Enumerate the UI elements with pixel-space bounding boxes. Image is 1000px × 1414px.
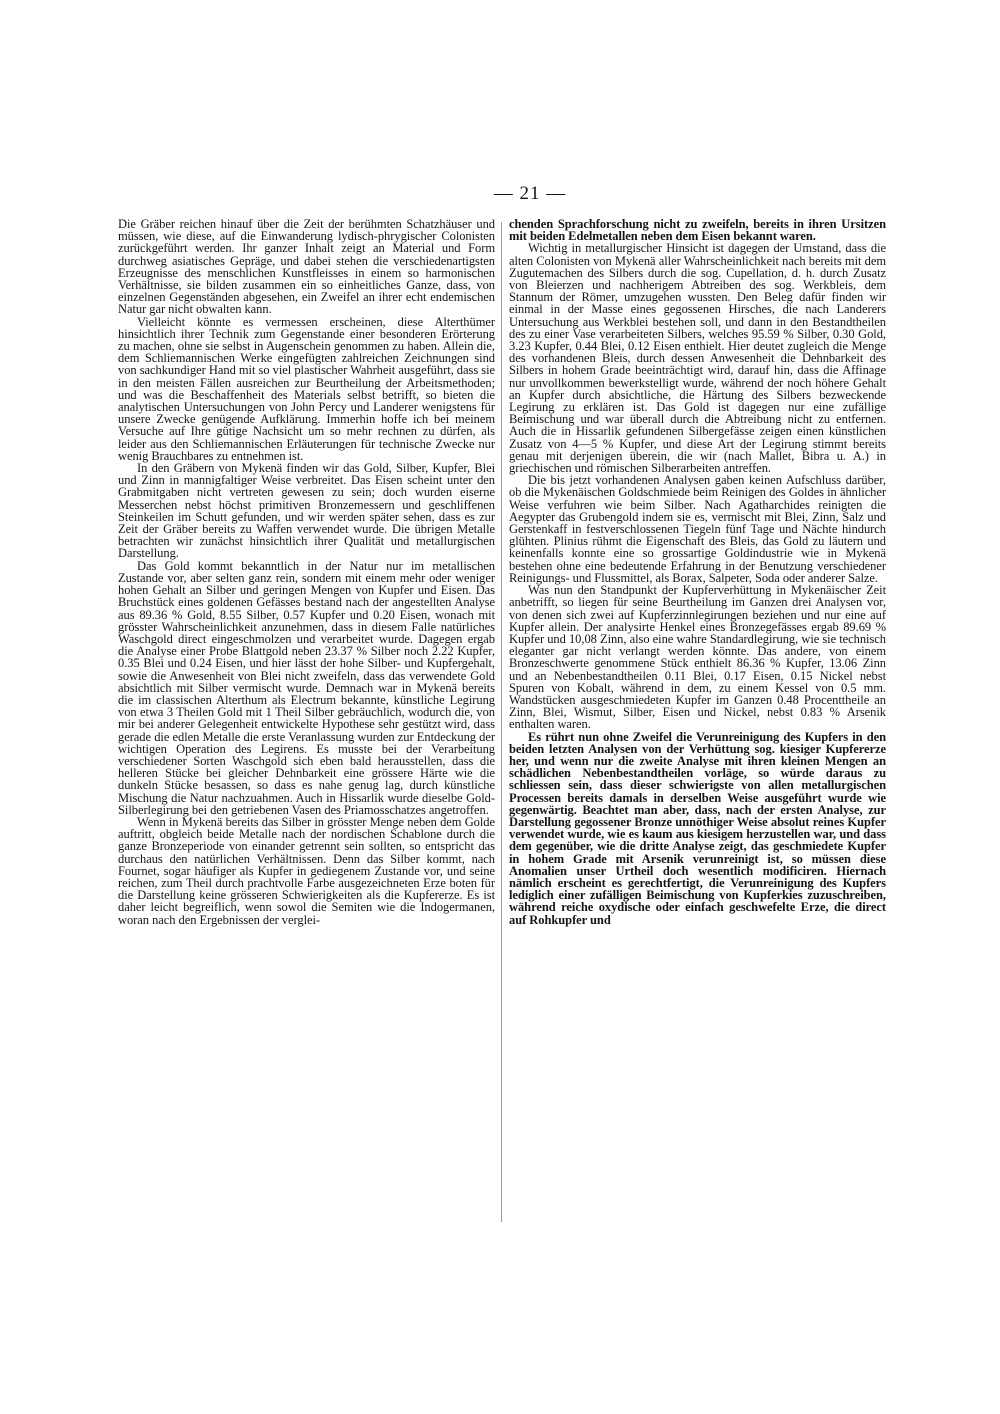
paragraph: In den Gräbern von Mykenä finden wir das Gold, Silber, Kupfer, Blei und Zinn in mannigfaltiger Weise verbreitet. Das Eisen scheint unter den Grabmitgaben nicht vertreten gewesen zu sein; doch wurden eiserne Messerchen nebst höchst primitiven Bronzemessern und geschliffenen Steinkeilen im Schutt gefunden, und wir werden später sehen, dass es zur Zeit der Gräber bereits zu Waffen verwendet wurde. Die übrigen Metalle betrachten wir zunächst hinsichtlich ihrer Qualität und metallurgischen Darstellung.: [118, 461, 495, 561]
paragraph: Die bis jetzt vorhandenen Analysen gaben keinen Aufschluss darüber, ob die Mykenäischen Goldschmiede beim Reinigen des Goldes in ähnlicher Weise verfuhren wie beim Silber. Nach Agatharchides reinigten die Aegypter das Grubengold indem sie es, vermischt mit Blei, Zinn, Salz und Gerstenkaff in festverschlossenen Tiegeln fünf Tage und Nächte hindurch glühten. Plinius rühmt die Eigenschaft des Bleis, das Gold zu läutern und keinenfalls konnte eine so grossartige Goldindustrie wie in Mykenä bestehen ohne eine bedeutende Erfahrung in der Benutzung verschiedener Reinigungs- und Flussmittel, als Borax, Salpeter, Soda oder anderer Salze.: [509, 473, 886, 585]
paragraph: Was nun den Standpunkt der Kupferverhüttung in Mykenäischer Zeit anbetrifft, so liegen für seine Beurtheilung im Ganzen drei Analysen vor, von denen sich zwei auf Kupferzinnlegirungen beziehen und nur eine auf Kupfer allein. Der analysirte Henkel eines Bronzegefässes ergab 89.69 % Kupfer und 10,08 Zinn, also eine wahre Standardlegirung, wie sie technisch eleganter gar nicht verlangt werden könnte. Das andere, von einem Bronzeschwerte genommene Stück enthielt 86.36 % Kupfer, 13.06 Zinn und an Nebenbestandtheilen 0.11 Blei, 0.17 Eisen, 0.15 Nickel nebst Spuren von Kobalt, während in dem, zu einem Kessel von 0.5 mm. Wandstücken ausgeschmiedeten Kupfer im Ganzen 0.48 Procenttheile an Zinn, Blei, Wismut, Silber, Eisen und Nickel, nebst 0.83 % Arsenik enthalten waren.: [509, 583, 886, 732]
page-number: — 21 —: [493, 183, 567, 204]
paragraph: Die Gräber reichen hinauf über die Zeit der berühmten Schatzhäuser und müssen, wie diese, auf die Einwanderung lydisch-phrygischer Colonisten zurückgeführt werden. Ihr ganzer Inhalt zeigt an Material und Form durchweg asiatisches Gepräge, und dabei stehen die verschiedenartigsten Erzeugnisse des menschlichen Kunstfleisses in einem so harmonischen Verhältnisse, sie bilden zusammen ein so einheitliches Ganze, dass, von einzelnen Gegenständen abgesehen, ein Zweifel an ihrer echt endemischen Natur gar nicht obwalten kann.: [118, 218, 495, 317]
paragraph: Wichtig in metallurgischer Hinsicht ist dagegen der Umstand, dass die alten Colonisten von Mykenä aller Wahrscheinlichkeit nach bereits mit dem Zugutemachen des Silbers durch die sog. Cupellation, d. h. durch Zusatz von Bleierzen und nachherigem Abtreiben des sog. Werkbleis, dem Stannum der Römer, umzugehen wussten. Den Beleg dafür finden wir einmal in der Masse eines gegossenen Hirsches, die nach Landerers Untersuchung aus Werkblei bestehen soll, und dann in den Bestandtheilen des zu einer Vase verarbeiteten Silbers, welches 95.59 % Silber, 0.30 Gold, 3.23 Kupfer, 0.44 Blei, 0.12 Eisen enthielt. Hier deutet zugleich die Menge des vorhandenen Bleis, durch dessen Anwesenheit die Dehnbarkeit des Silbers in hohem Grade beeinträchtigt wird, darauf hin, dass die Affinage nur unvollkommen bewerkstelligt wurde, während der noch höhere Gehalt an Kupfer durch absichtliche, die Härtung des Silbers bezweckende Legirung zu erklären ist. Das Gold ist dagegen nur eine zufällige Beimischung und war überall durch die Abtreibung nicht zu entfernen. Auch die in Hissarlik gefundenen Silbergefässe zeigen einen künstlichen Zusatz von 4—5 % Kupfer, und diese Art der Legirung stimmt bereits genau mit derjenigen überein, die wir (nach Mallet, Bibra u. A.) in griechischen und römischen Silberarbeiten antreffen.: [509, 241, 886, 476]
column-divider: [501, 222, 502, 1222]
paragraph: Vielleicht könnte es vermessen erscheinen, diese Alterthümer hinsichtlich ihrer Technik zum Gegenstande einer besonderen Erörterung zu machen, ohne sie selbst in Augenschein genommen zu haben. Allein die, dem Schliemannischen Werke eingefügten zahlreichen Zeichnungen sind von sachkundiger Hand mit so viel plastischer Wahrheit ausgeführt, dass sie in den meisten Fällen ausreichen zur Beurtheilung der Arbeitsmethoden; und was die Beschaffenheit des Materials selbst betrifft, so bieten die analytischen Untersuchungen von John Percy und Landerer wenigstens für unsere Zwecke genügende Aufklärung. Immerhin hoffe ich bei meinem Versuche auf Ihre gütige Nachsicht um so mehr rechnen zu dürfen, als leider aus den Schliemannischen Erläuterungen für technische Zwecke nur wenig Brauchbares zu entnehmen ist.: [118, 314, 495, 463]
left-column: [118, 218, 495, 1248]
paragraph: chenden Sprachforschung nicht zu zweifeln, bereits in ihren Ursitzen mit beiden Edelmetallen neben dem Eisen bekannt waren.: [509, 218, 886, 244]
paragraph: Das Gold kommt bekanntlich in der Natur nur im metallischen Zustande vor, aber selten ganz rein, sondern mit einem mehr oder weniger hohen Gehalt an Silber und geringen Mengen von Kupfer und Eisen. Das Bruchstück eines goldenen Gefässes bestand nach der angestellten Analyse aus 89.36 % Gold, 8.55 Silber, 0.57 Kupfer und 0.20 Eisen, wonach mit grösster Wahrscheinlichkeit anzunehmen, dass in diesem Falle natürliches Waschgold direct eingeschmolzen und verarbeitet wurde. Dagegen ergab die Analyse einer Probe Blattgold neben 23.37 % Silber noch 2.22 Kupfer, 0.35 Blei und 0.24 Eisen, und hier lässt der hohe Silber- und Kupfergehalt, sowie die Anwesenheit von Blei nicht zweifeln, dass das verwendete Gold absichtlich mit Silber vermischt wurde. Demnach war in Mykenä bereits die im classischen Alterthum als Electrum bekannte, künstliche Legirung von etwa 3 Theilen Gold mit 1 Theil Silber gebräuchlich, wodurch die, von mir bei anderer Gelegenheit entwickelte Hypothese sehr gestützt wird, dass gerade die edlen Metalle die erste Veranlassung wurden zur Entdeckung der wichtigen Operation des Legirens. Es musste bei der Verarbeitung verschiedener Sorten Waschgold sich eben bald herausstellen, dass die helleren Stücke bei gleicher Dehnbarkeit eine grössere Härte wie die dunkeln Stücke besassen, so dass es nahe genug lag, durch künstliche Mischung die Natur nachzuahmen. Auch in Hissarlik wurde dieselbe Gold-Silberlegirung bei den getriebenen Vasen des Priamosschatzes angetroffen.: [118, 558, 495, 817]
paragraph: Wenn in Mykenä bereits das Silber in grösster Menge neben dem Golde auftritt, obgleich beide Metalle nach der nordischen Schablone durch die ganze Bronzeperiode von einander getrennt sein sollten, so entspricht das durchaus den natürlichen Verhältnissen. Denn das Silber kommt, nach Fournet, sogar häufiger als Kupfer in gediegenem Zustande vor, und seine reichen, zum Theil durch prachtvolle Farbe ausgezeichneten Erze boten für die Darstellung keine grösseren Schwierigkeiten als die Kupfererze. Es ist daher leicht begreiflich, wenn sowol die Semiten wie die Indogermanen, woran nach den Ergebnissen der verglei-: [118, 814, 495, 927]
paragraph: Es rührt nun ohne Zweifel die Verunreinigung des Kupfers in den beiden letzten Analysen von der Verhüttung sog. kiesiger Kupfererze her, und wenn nur die zweite Analyse mit ihren kleinen Mengen an schädlichen Nebenbestandtheilen vorläge, so würde daraus zu schliessen sein, dass dieser schwierigste von allen metallurgischen Processen bereits damals in derselben Weise ausgeführt wurde wie gegenwärtig. Beachtet man aber, dass, nach der ersten Analyse, zur Darstellung gegossener Bronze unnöthiger Weise absolut reines Kupfer verwendet wurde, wie es kaum aus kiesigem herzustellen war, und dass dem gegenüber, wie die dritte Analyse zeigt, das geschmiedete Kupfer in hohem Grade mit Arsenik verunreinigt ist, so müssen diese Anomalien unser Urtheil doch wesentlich modificiren. Hiernach nämlich erscheint es gerechtfertigt, die Verunreinigung des Kupfers lediglich einer zufälligen Beimischung von Kupferkies zuzuschreiben, während reiche oxydische oder einfach geschwefelte Erze, die direct auf Rohkupfer und: [509, 729, 886, 927]
right-column: [509, 218, 886, 1248]
